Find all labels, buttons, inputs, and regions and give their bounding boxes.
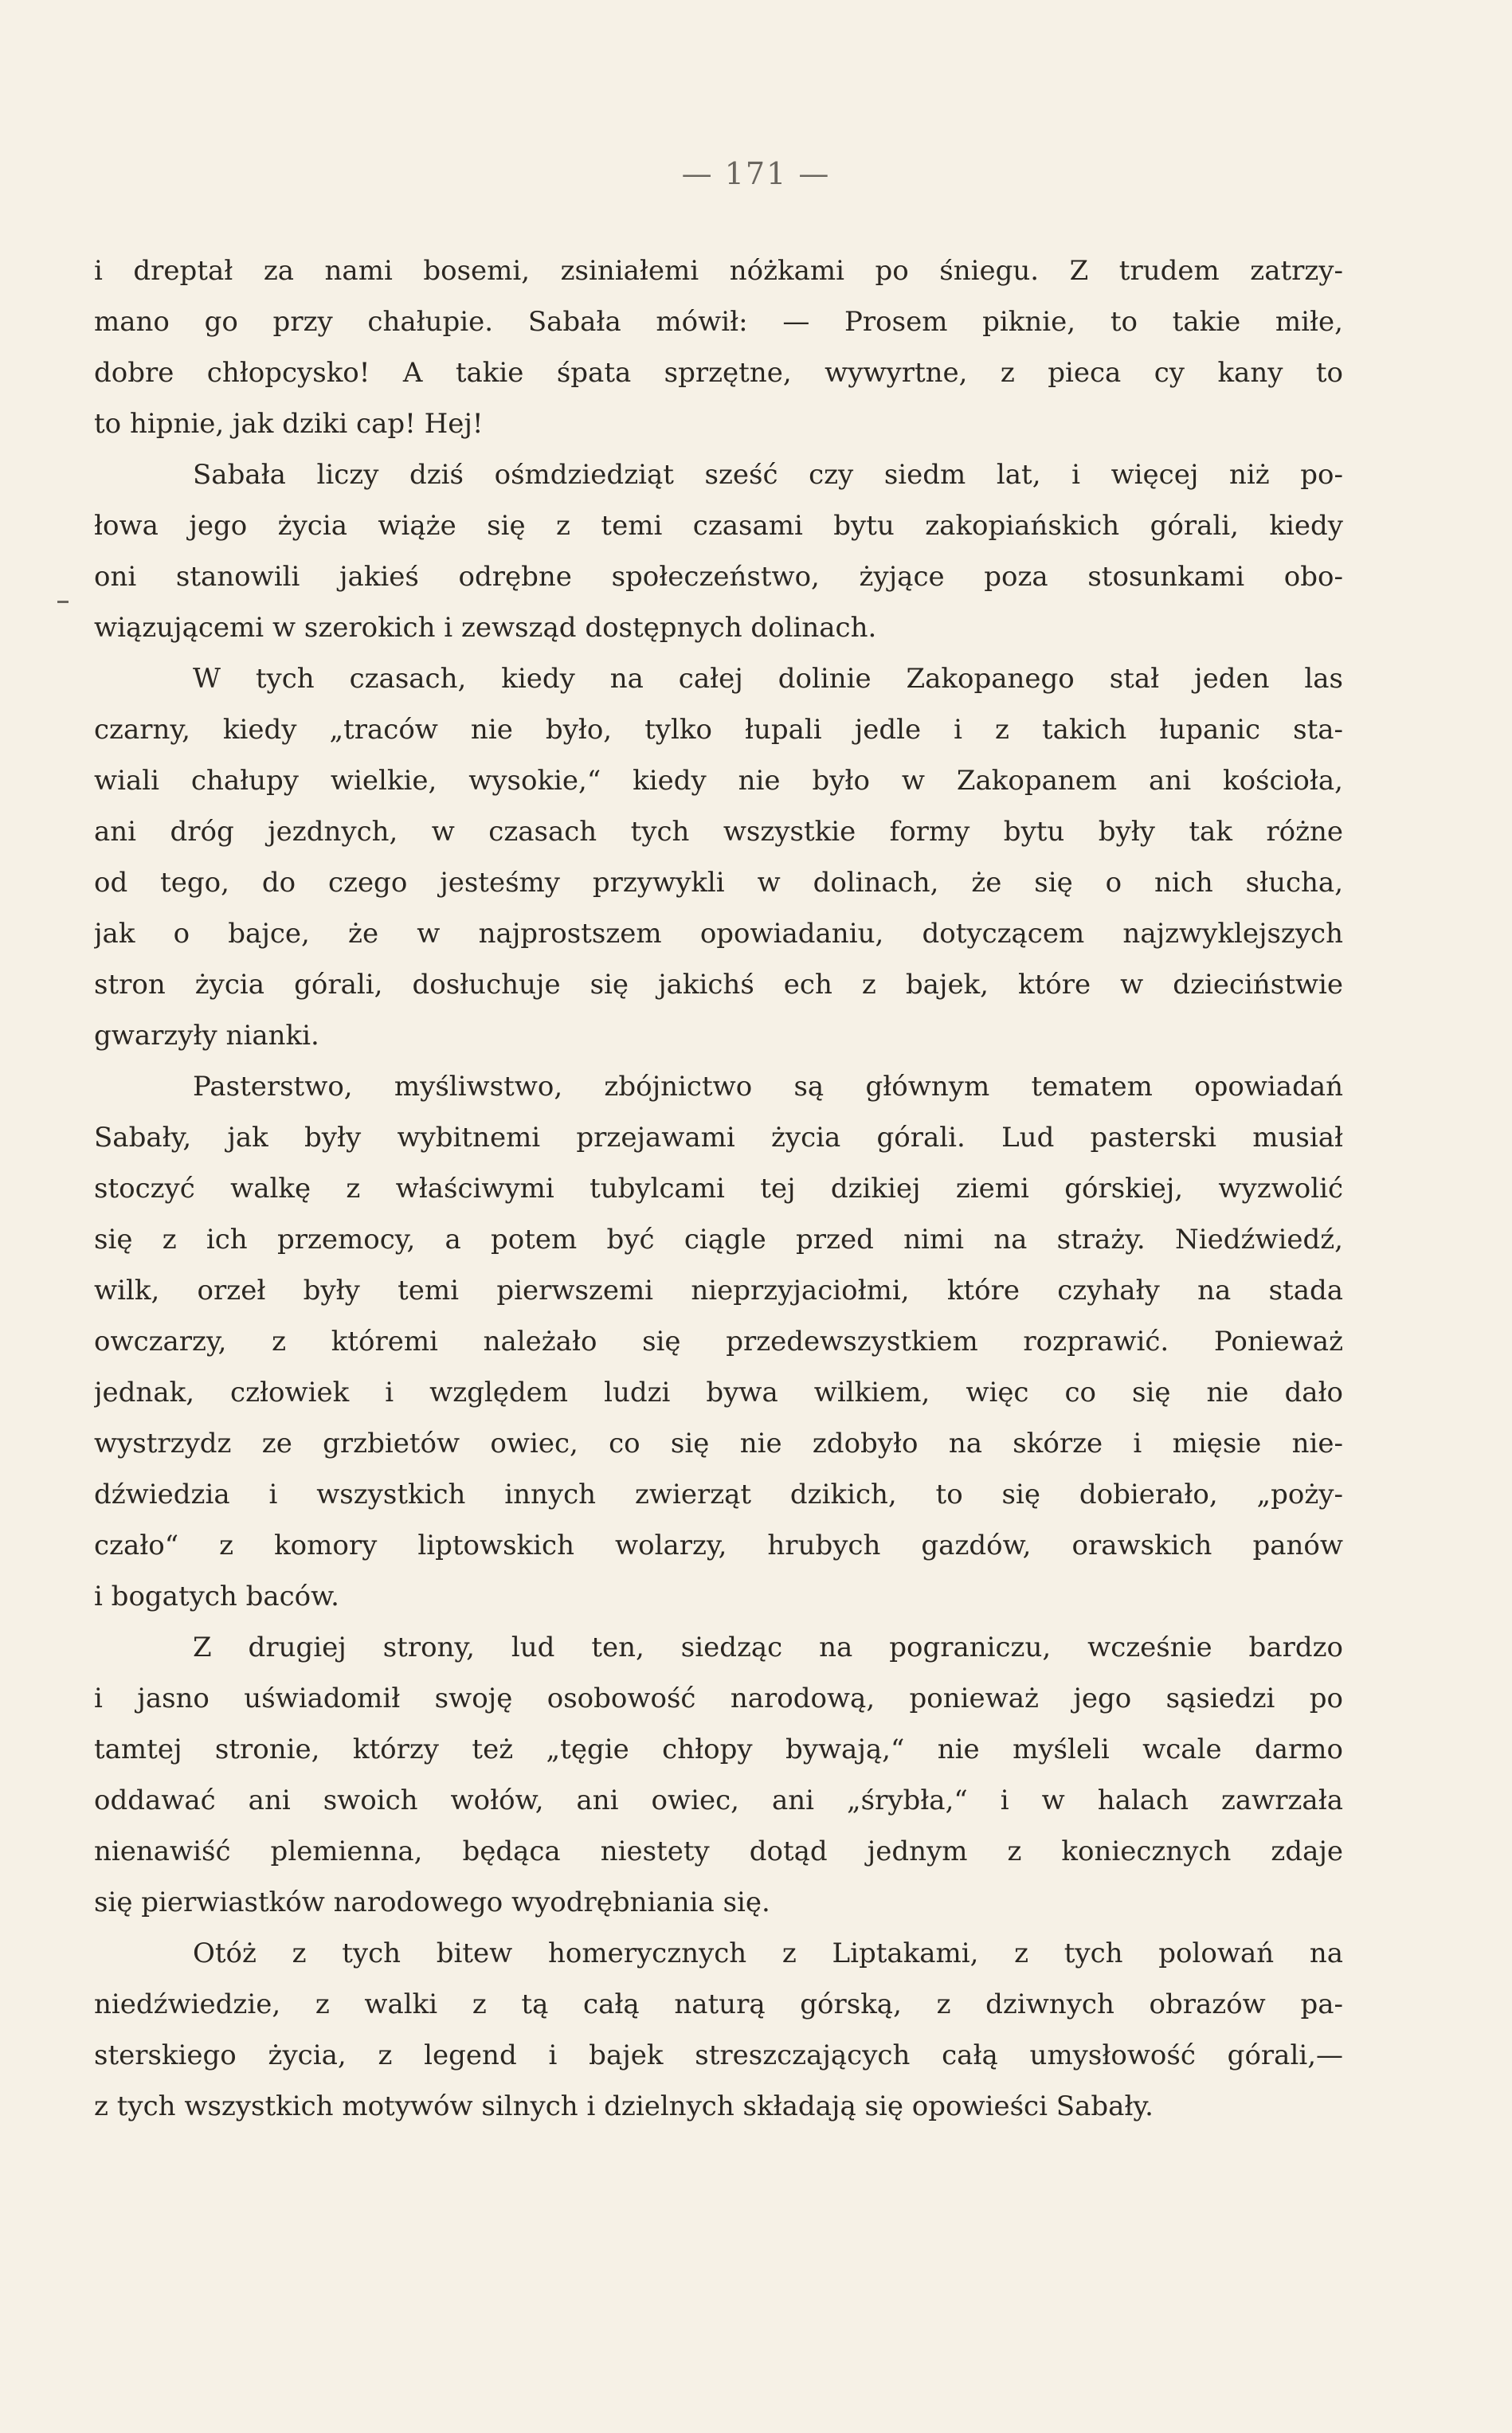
text-line: wiali chałupy wielkie, wysokie,“ kiedy nie było w Zakopanem ani kościoła,	[94, 765, 1343, 797]
margin-mark	[57, 601, 69, 603]
text-line: dobre chłopcysko! A takie śpata sprzętne, wywyrtne, z pieca cy kany to	[94, 357, 1343, 389]
text-line: oni stanowili jakieś odrębne społeczeństwo, żyjące poza stosunkami obo-	[94, 561, 1343, 593]
text-line: się z ich przemocy, a potem być ciągle przed nimi na straży. Niedźwiedź,	[94, 1224, 1343, 1256]
text-line: i bogatych baców.	[94, 1581, 339, 1612]
text-line: W tych czasach, kiedy na całej dolinie Zakopanego stał jeden las	[193, 663, 1343, 695]
text-line: Sabała liczy dziś ośmdziedziąt sześć czy siedm lat, i więcej niż po-	[193, 459, 1343, 491]
text-line: od tego, do czego jesteśmy przywykli w dolinach, że się o nich słucha,	[94, 867, 1343, 899]
text-line: jak o bajce, że w najprostszem opowiadaniu, dotyczącem najzwyklejszych	[94, 918, 1343, 950]
body-text	[94, 245, 1343, 2132]
text-line: oddawać ani swoich wołów, ani owiec, ani „śrybła,“ i w halach zawrzała	[94, 1785, 1343, 1816]
text-line: tamtej stronie, którzy też „tęgie chłopy bywają,“ nie myśleli wcale darmo	[94, 1734, 1343, 1765]
text-line: i jasno uświadomił swoję osobowość narodową, ponieważ jego sąsiedzi po	[94, 1683, 1343, 1714]
text-line: stron życia górali, dosłuchuje się jakichś ech z bajek, które w dzieciństwie	[94, 969, 1343, 1001]
text-line: wystrzydz ze grzbietów owiec, co się nie zdobyło na skórze i mięsie nie-	[94, 1428, 1343, 1459]
text-line: czało“ z komory liptowskich wolarzy, hrubych gazdów, orawskich panów	[94, 1530, 1343, 1561]
text-line: Sabały, jak były wybitnemi przejawami życia górali. Lud pasterski musiał	[94, 1122, 1343, 1154]
text-line: jednak, człowiek i względem ludzi bywa wilkiem, więc co się nie dało	[94, 1377, 1343, 1408]
text-line: stoczyć walkę z właściwymi tubylcami tej dzikiej ziemi górskiej, wyzwolić	[94, 1173, 1343, 1205]
text-line: się pierwiastków narodowego wyodrębniania się.	[94, 1886, 770, 1918]
text-line: Pasterstwo, myśliwstwo, zbójnictwo są głównym tematem opowiadań	[193, 1071, 1343, 1103]
text-line: owczarzy, z któremi należało się przedewszystkiem rozprawić. Ponieważ	[94, 1326, 1343, 1358]
text-line: wilk, orzeł były temi pierwszemi nieprzyjaciołmi, które czyhały na stada	[94, 1275, 1343, 1307]
page-number: — 171 —	[681, 156, 831, 191]
text-line: nienawiść plemienna, będąca niestety dotąd jednym z koniecznych zdaje	[94, 1836, 1343, 1867]
text-line: Otóż z tych bitew homerycznych z Liptakami, z tych polowań na	[193, 1937, 1343, 1969]
text-line: sterskiego życia, z legend i bajek streszczających całą umysłowość górali,—	[94, 2039, 1343, 2071]
text-line: i dreptał za nami bosemi, zsiniałemi nóżkami po śniegu. Z trudem zatrzy-	[94, 255, 1343, 287]
text-line: Z drugiej strony, lud ten, siedząc na pograniczu, wcześnie bardzo	[193, 1632, 1343, 1663]
text-line: czarny, kiedy „traców nie było, tylko łupali jedle i z takich łupanic sta-	[94, 714, 1343, 746]
text-line: ani dróg jezdnych, w czasach tych wszystkie formy bytu były tak różne	[94, 816, 1343, 848]
text-line: łowa jego życia wiąże się z temi czasami bytu zakopiańskich górali, kiedy	[94, 510, 1343, 542]
text-line: z tych wszystkich motywów silnych i dzielnych składają się opowieści Sabały.	[94, 2090, 1154, 2122]
text-line: niedźwiedzie, z walki z tą całą naturą górską, z dziwnych obrazów pa-	[94, 1988, 1343, 2020]
text-line: dźwiedzia i wszystkich innych zwierząt dzikich, to się dobierało, „poży-	[94, 1479, 1343, 1510]
text-line: gwarzyły nianki.	[94, 1020, 319, 1052]
text-line: mano go przy chałupie. Sabała mówił: — Prosem piknie, to takie miłe,	[94, 306, 1343, 338]
text-line: wiązującemi w szerokich i zewsząd dostępnych dolinach.	[94, 612, 877, 644]
text-line: to hipnie, jak dziki cap! Hej!	[94, 408, 484, 440]
